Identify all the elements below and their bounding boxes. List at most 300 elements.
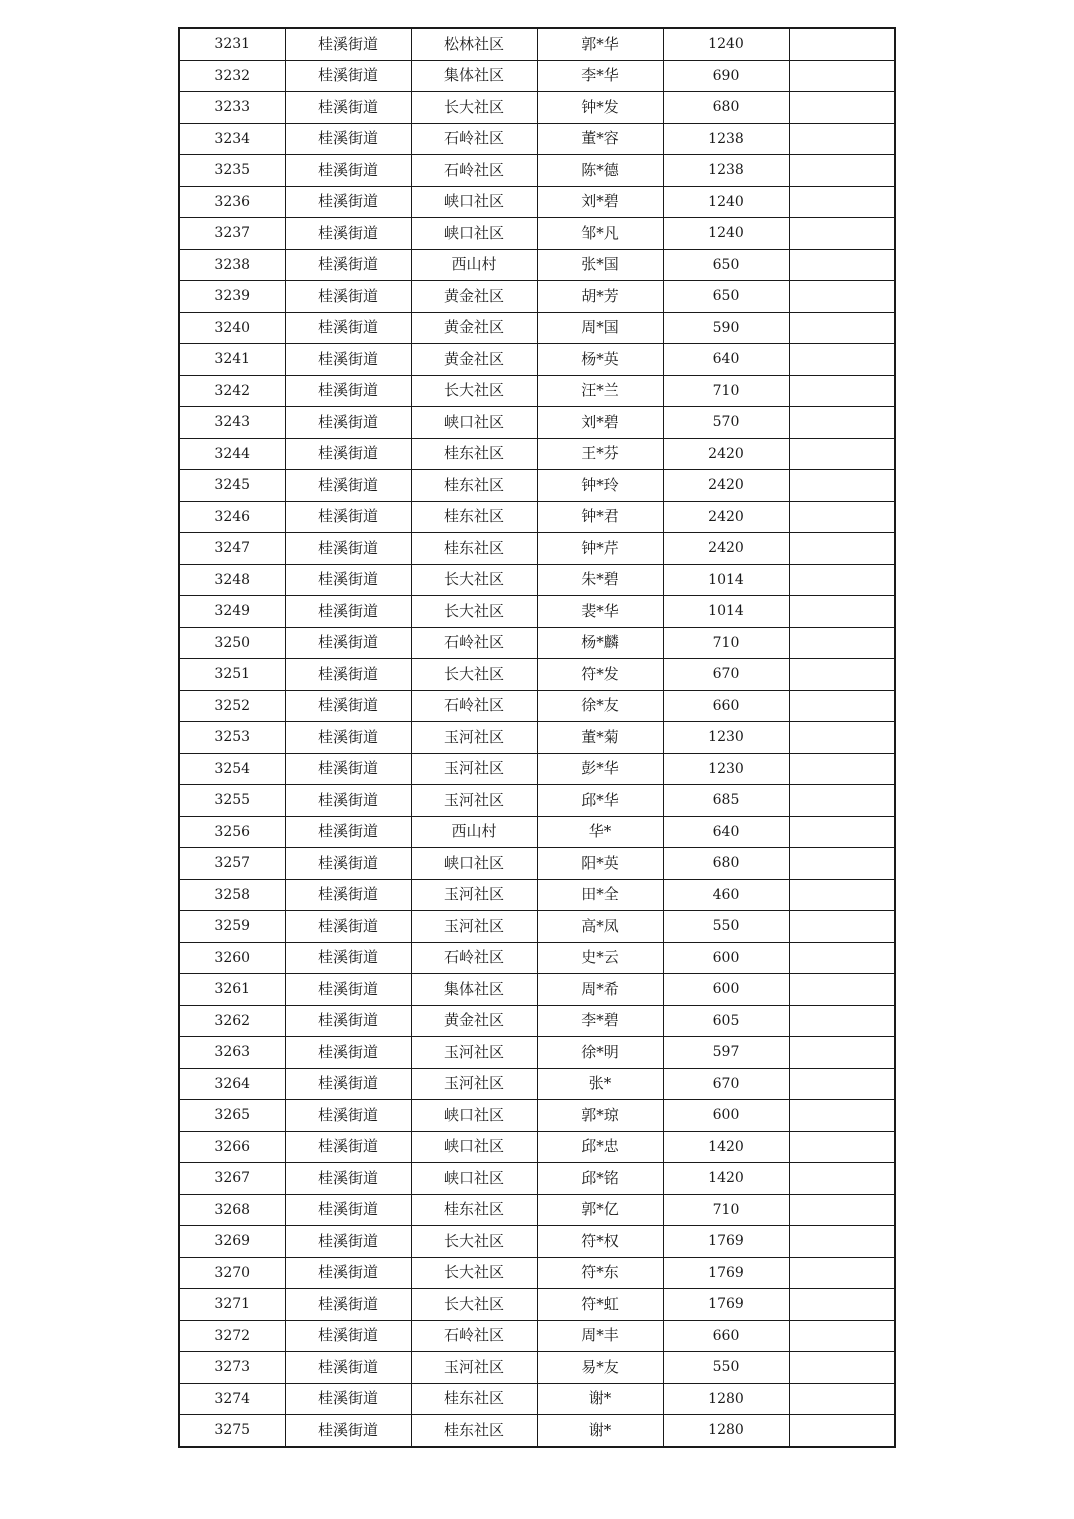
remark-cell [789, 123, 895, 155]
amount-cell: 1240 [663, 218, 789, 250]
street-cell: 桂溪街道 [285, 816, 411, 848]
street-cell: 桂溪街道 [285, 848, 411, 880]
name-cell: 郭*华 [537, 28, 663, 60]
community-cell: 西山村 [411, 249, 537, 281]
amount-cell: 710 [663, 627, 789, 659]
name-cell: 郭*亿 [537, 1194, 663, 1226]
table-row [179, 123, 895, 155]
name-cell: 史*云 [537, 942, 663, 974]
name-cell: 邹*凡 [537, 218, 663, 250]
community-cell: 桂东社区 [411, 470, 537, 502]
street-cell: 桂溪街道 [285, 785, 411, 817]
table-row [179, 92, 895, 124]
community-cell: 桂东社区 [411, 1415, 537, 1447]
table-row [179, 1226, 895, 1258]
name-cell: 刘*碧 [537, 407, 663, 439]
row-number-cell: 3259 [179, 911, 285, 943]
table-row [179, 407, 895, 439]
amount-cell: 670 [663, 1068, 789, 1100]
name-cell: 董*菊 [537, 722, 663, 754]
name-cell: 谢* [537, 1415, 663, 1447]
amount-cell: 1240 [663, 28, 789, 60]
street-cell: 桂溪街道 [285, 911, 411, 943]
remark-cell [789, 1320, 895, 1352]
amount-cell: 1280 [663, 1383, 789, 1415]
row-number-cell: 3271 [179, 1289, 285, 1321]
row-number-cell: 3237 [179, 218, 285, 250]
amount-cell: 680 [663, 848, 789, 880]
community-cell: 石岭社区 [411, 1320, 537, 1352]
street-cell: 桂溪街道 [285, 722, 411, 754]
remark-cell [789, 186, 895, 218]
row-number-cell: 3249 [179, 596, 285, 628]
remark-cell [789, 312, 895, 344]
row-number-cell: 3241 [179, 344, 285, 376]
name-cell: 张* [537, 1068, 663, 1100]
table-row [179, 281, 895, 313]
street-cell: 桂溪街道 [285, 974, 411, 1006]
amount-cell: 597 [663, 1037, 789, 1069]
community-cell: 峡口社区 [411, 1131, 537, 1163]
community-cell: 玉河社区 [411, 753, 537, 785]
remark-cell [789, 1163, 895, 1195]
name-cell: 高*凤 [537, 911, 663, 943]
amount-cell: 660 [663, 1320, 789, 1352]
table-row [179, 312, 895, 344]
amount-cell: 2420 [663, 470, 789, 502]
community-cell: 长大社区 [411, 1257, 537, 1289]
remark-cell [789, 816, 895, 848]
amount-cell: 650 [663, 281, 789, 313]
row-number-cell: 3253 [179, 722, 285, 754]
row-number-cell: 3261 [179, 974, 285, 1006]
community-cell: 峡口社区 [411, 186, 537, 218]
remark-cell [789, 974, 895, 1006]
amount-cell: 2420 [663, 438, 789, 470]
community-cell: 桂东社区 [411, 1383, 537, 1415]
community-cell: 峡口社区 [411, 1163, 537, 1195]
community-cell: 玉河社区 [411, 911, 537, 943]
remark-cell [789, 942, 895, 974]
amount-cell: 660 [663, 690, 789, 722]
remark-cell [789, 848, 895, 880]
remark-cell [789, 1100, 895, 1132]
row-number-cell: 3239 [179, 281, 285, 313]
row-number-cell: 3250 [179, 627, 285, 659]
table-body [179, 28, 895, 1447]
community-cell: 峡口社区 [411, 407, 537, 439]
remark-cell [789, 596, 895, 628]
name-cell: 钟*发 [537, 92, 663, 124]
remark-cell [789, 1226, 895, 1258]
name-cell: 符*东 [537, 1257, 663, 1289]
amount-cell: 670 [663, 659, 789, 691]
row-number-cell: 3256 [179, 816, 285, 848]
amount-cell: 710 [663, 375, 789, 407]
street-cell: 桂溪街道 [285, 470, 411, 502]
street-cell: 桂溪街道 [285, 690, 411, 722]
remark-cell [789, 1194, 895, 1226]
name-cell: 钟*玲 [537, 470, 663, 502]
street-cell: 桂溪街道 [285, 123, 411, 155]
community-cell: 石岭社区 [411, 627, 537, 659]
amount-cell: 2420 [663, 533, 789, 565]
row-number-cell: 3260 [179, 942, 285, 974]
community-cell: 桂东社区 [411, 501, 537, 533]
table-row [179, 564, 895, 596]
table-row [179, 722, 895, 754]
remark-cell [789, 344, 895, 376]
row-number-cell: 3262 [179, 1005, 285, 1037]
name-cell: 邱*华 [537, 785, 663, 817]
name-cell: 徐*明 [537, 1037, 663, 1069]
amount-cell: 605 [663, 1005, 789, 1037]
street-cell: 桂溪街道 [285, 564, 411, 596]
row-number-cell: 3243 [179, 407, 285, 439]
row-number-cell: 3266 [179, 1131, 285, 1163]
name-cell: 谢* [537, 1383, 663, 1415]
table-row [179, 1383, 895, 1415]
table-row [179, 344, 895, 376]
remark-cell [789, 785, 895, 817]
row-number-cell: 3263 [179, 1037, 285, 1069]
table-row [179, 1320, 895, 1352]
name-cell: 阳*英 [537, 848, 663, 880]
amount-cell: 1240 [663, 186, 789, 218]
amount-cell: 1014 [663, 564, 789, 596]
row-number-cell: 3242 [179, 375, 285, 407]
table-row [179, 1005, 895, 1037]
table-row [179, 690, 895, 722]
street-cell: 桂溪街道 [285, 1131, 411, 1163]
row-number-cell: 3232 [179, 60, 285, 92]
row-number-cell: 3248 [179, 564, 285, 596]
street-cell: 桂溪街道 [285, 1352, 411, 1384]
name-cell: 钟*芹 [537, 533, 663, 565]
table-row [179, 60, 895, 92]
remark-cell [789, 627, 895, 659]
remark-cell [789, 281, 895, 313]
row-number-cell: 3238 [179, 249, 285, 281]
table-row [179, 470, 895, 502]
street-cell: 桂溪街道 [285, 375, 411, 407]
street-cell: 桂溪街道 [285, 249, 411, 281]
community-cell: 长大社区 [411, 659, 537, 691]
street-cell: 桂溪街道 [285, 1100, 411, 1132]
street-cell: 桂溪街道 [285, 1163, 411, 1195]
street-cell: 桂溪街道 [285, 659, 411, 691]
table-row [179, 753, 895, 785]
row-number-cell: 3267 [179, 1163, 285, 1195]
street-cell: 桂溪街道 [285, 28, 411, 60]
amount-cell: 460 [663, 879, 789, 911]
community-cell: 黄金社区 [411, 281, 537, 313]
street-cell: 桂溪街道 [285, 1226, 411, 1258]
table-row [179, 1352, 895, 1384]
row-number-cell: 3269 [179, 1226, 285, 1258]
street-cell: 桂溪街道 [285, 438, 411, 470]
remark-cell [789, 501, 895, 533]
name-cell: 杨*英 [537, 344, 663, 376]
street-cell: 桂溪街道 [285, 92, 411, 124]
remark-cell [789, 564, 895, 596]
row-number-cell: 3251 [179, 659, 285, 691]
row-number-cell: 3246 [179, 501, 285, 533]
community-cell: 长大社区 [411, 92, 537, 124]
community-cell: 松林社区 [411, 28, 537, 60]
street-cell: 桂溪街道 [285, 218, 411, 250]
amount-cell: 550 [663, 1352, 789, 1384]
street-cell: 桂溪街道 [285, 281, 411, 313]
community-cell: 黄金社区 [411, 344, 537, 376]
remark-cell [789, 375, 895, 407]
table-row [179, 1194, 895, 1226]
remark-cell [789, 659, 895, 691]
remark-cell [789, 1005, 895, 1037]
community-cell: 桂东社区 [411, 1194, 537, 1226]
amount-cell: 710 [663, 1194, 789, 1226]
community-cell: 黄金社区 [411, 1005, 537, 1037]
row-number-cell: 3234 [179, 123, 285, 155]
community-cell: 长大社区 [411, 564, 537, 596]
street-cell: 桂溪街道 [285, 501, 411, 533]
name-cell: 刘*碧 [537, 186, 663, 218]
amount-cell: 1769 [663, 1226, 789, 1258]
name-cell: 李*华 [537, 60, 663, 92]
table-row [179, 785, 895, 817]
name-cell: 周*丰 [537, 1320, 663, 1352]
table-row [179, 879, 895, 911]
community-cell: 集体社区 [411, 60, 537, 92]
street-cell: 桂溪街道 [285, 1194, 411, 1226]
name-cell: 郭*琼 [537, 1100, 663, 1132]
data-table [178, 27, 896, 1448]
amount-cell: 1280 [663, 1415, 789, 1447]
row-number-cell: 3264 [179, 1068, 285, 1100]
row-number-cell: 3240 [179, 312, 285, 344]
table-row [179, 28, 895, 60]
row-number-cell: 3265 [179, 1100, 285, 1132]
remark-cell [789, 28, 895, 60]
table-row [179, 596, 895, 628]
community-cell: 玉河社区 [411, 1037, 537, 1069]
street-cell: 桂溪街道 [285, 879, 411, 911]
street-cell: 桂溪街道 [285, 1320, 411, 1352]
row-number-cell: 3231 [179, 28, 285, 60]
row-number-cell: 3247 [179, 533, 285, 565]
community-cell: 西山村 [411, 816, 537, 848]
community-cell: 桂东社区 [411, 438, 537, 470]
row-number-cell: 3274 [179, 1383, 285, 1415]
community-cell: 黄金社区 [411, 312, 537, 344]
table-row [179, 974, 895, 1006]
name-cell: 朱*碧 [537, 564, 663, 596]
remark-cell [789, 1415, 895, 1447]
remark-cell [789, 1383, 895, 1415]
street-cell: 桂溪街道 [285, 1257, 411, 1289]
row-number-cell: 3233 [179, 92, 285, 124]
table-row [179, 1415, 895, 1447]
table-row [179, 155, 895, 187]
row-number-cell: 3244 [179, 438, 285, 470]
community-cell: 长大社区 [411, 1289, 537, 1321]
community-cell: 峡口社区 [411, 848, 537, 880]
amount-cell: 2420 [663, 501, 789, 533]
name-cell: 华* [537, 816, 663, 848]
remark-cell [789, 438, 895, 470]
row-number-cell: 3254 [179, 753, 285, 785]
table-row [179, 186, 895, 218]
name-cell: 李*碧 [537, 1005, 663, 1037]
community-cell: 石岭社区 [411, 155, 537, 187]
community-cell: 玉河社区 [411, 785, 537, 817]
table-row [179, 1068, 895, 1100]
amount-cell: 640 [663, 344, 789, 376]
remark-cell [789, 249, 895, 281]
remark-cell [789, 1037, 895, 1069]
remark-cell [789, 92, 895, 124]
name-cell: 董*容 [537, 123, 663, 155]
row-number-cell: 3235 [179, 155, 285, 187]
street-cell: 桂溪街道 [285, 627, 411, 659]
remark-cell [789, 753, 895, 785]
remark-cell [789, 1289, 895, 1321]
street-cell: 桂溪街道 [285, 1005, 411, 1037]
table-row [179, 942, 895, 974]
row-number-cell: 3258 [179, 879, 285, 911]
name-cell: 符*发 [537, 659, 663, 691]
name-cell: 田*全 [537, 879, 663, 911]
amount-cell: 600 [663, 974, 789, 1006]
community-cell: 石岭社区 [411, 123, 537, 155]
name-cell: 杨*麟 [537, 627, 663, 659]
street-cell: 桂溪街道 [285, 155, 411, 187]
street-cell: 桂溪街道 [285, 312, 411, 344]
street-cell: 桂溪街道 [285, 596, 411, 628]
amount-cell: 650 [663, 249, 789, 281]
table-row [179, 627, 895, 659]
community-cell: 桂东社区 [411, 533, 537, 565]
name-cell: 邱*忠 [537, 1131, 663, 1163]
community-cell: 玉河社区 [411, 1352, 537, 1384]
remark-cell [789, 879, 895, 911]
amount-cell: 1420 [663, 1163, 789, 1195]
row-number-cell: 3255 [179, 785, 285, 817]
remark-cell [789, 60, 895, 92]
community-cell: 峡口社区 [411, 1100, 537, 1132]
street-cell: 桂溪街道 [285, 1037, 411, 1069]
community-cell: 长大社区 [411, 596, 537, 628]
name-cell: 邱*铭 [537, 1163, 663, 1195]
remark-cell [789, 533, 895, 565]
table-row [179, 249, 895, 281]
street-cell: 桂溪街道 [285, 186, 411, 218]
name-cell: 汪*兰 [537, 375, 663, 407]
community-cell: 长大社区 [411, 375, 537, 407]
table-row [179, 1131, 895, 1163]
table-row [179, 375, 895, 407]
name-cell: 周*希 [537, 974, 663, 1006]
street-cell: 桂溪街道 [285, 344, 411, 376]
amount-cell: 680 [663, 92, 789, 124]
row-number-cell: 3275 [179, 1415, 285, 1447]
amount-cell: 550 [663, 911, 789, 943]
table-row [179, 1257, 895, 1289]
community-cell: 石岭社区 [411, 690, 537, 722]
row-number-cell: 3272 [179, 1320, 285, 1352]
street-cell: 桂溪街道 [285, 1415, 411, 1447]
street-cell: 桂溪街道 [285, 753, 411, 785]
row-number-cell: 3270 [179, 1257, 285, 1289]
table-row [179, 1163, 895, 1195]
name-cell: 王*芬 [537, 438, 663, 470]
amount-cell: 1238 [663, 155, 789, 187]
amount-cell: 590 [663, 312, 789, 344]
remark-cell [789, 722, 895, 754]
table-row [179, 1289, 895, 1321]
remark-cell [789, 155, 895, 187]
row-number-cell: 3257 [179, 848, 285, 880]
table-row [179, 1100, 895, 1132]
name-cell: 符*权 [537, 1226, 663, 1258]
amount-cell: 1238 [663, 123, 789, 155]
table-row [179, 848, 895, 880]
amount-cell: 1230 [663, 722, 789, 754]
street-cell: 桂溪街道 [285, 1383, 411, 1415]
amount-cell: 685 [663, 785, 789, 817]
table-row [179, 438, 895, 470]
street-cell: 桂溪街道 [285, 1289, 411, 1321]
row-number-cell: 3245 [179, 470, 285, 502]
amount-cell: 600 [663, 1100, 789, 1132]
street-cell: 桂溪街道 [285, 942, 411, 974]
name-cell: 陈*德 [537, 155, 663, 187]
amount-cell: 690 [663, 60, 789, 92]
remark-cell [789, 1131, 895, 1163]
name-cell: 张*国 [537, 249, 663, 281]
remark-cell [789, 470, 895, 502]
community-cell: 玉河社区 [411, 879, 537, 911]
remark-cell [789, 1352, 895, 1384]
community-cell: 长大社区 [411, 1226, 537, 1258]
name-cell: 符*虹 [537, 1289, 663, 1321]
name-cell: 裴*华 [537, 596, 663, 628]
street-cell: 桂溪街道 [285, 1068, 411, 1100]
street-cell: 桂溪街道 [285, 60, 411, 92]
table-row [179, 659, 895, 691]
amount-cell: 570 [663, 407, 789, 439]
amount-cell: 640 [663, 816, 789, 848]
amount-cell: 1769 [663, 1289, 789, 1321]
table-row [179, 533, 895, 565]
table-row [179, 816, 895, 848]
street-cell: 桂溪街道 [285, 533, 411, 565]
community-cell: 玉河社区 [411, 722, 537, 754]
row-number-cell: 3236 [179, 186, 285, 218]
row-number-cell: 3252 [179, 690, 285, 722]
remark-cell [789, 690, 895, 722]
amount-cell: 1230 [663, 753, 789, 785]
table-row [179, 1037, 895, 1069]
amount-cell: 1420 [663, 1131, 789, 1163]
table-row [179, 501, 895, 533]
name-cell: 易*友 [537, 1352, 663, 1384]
remark-cell [789, 1257, 895, 1289]
name-cell: 周*国 [537, 312, 663, 344]
community-cell: 集体社区 [411, 974, 537, 1006]
table-row [179, 911, 895, 943]
name-cell: 钟*君 [537, 501, 663, 533]
